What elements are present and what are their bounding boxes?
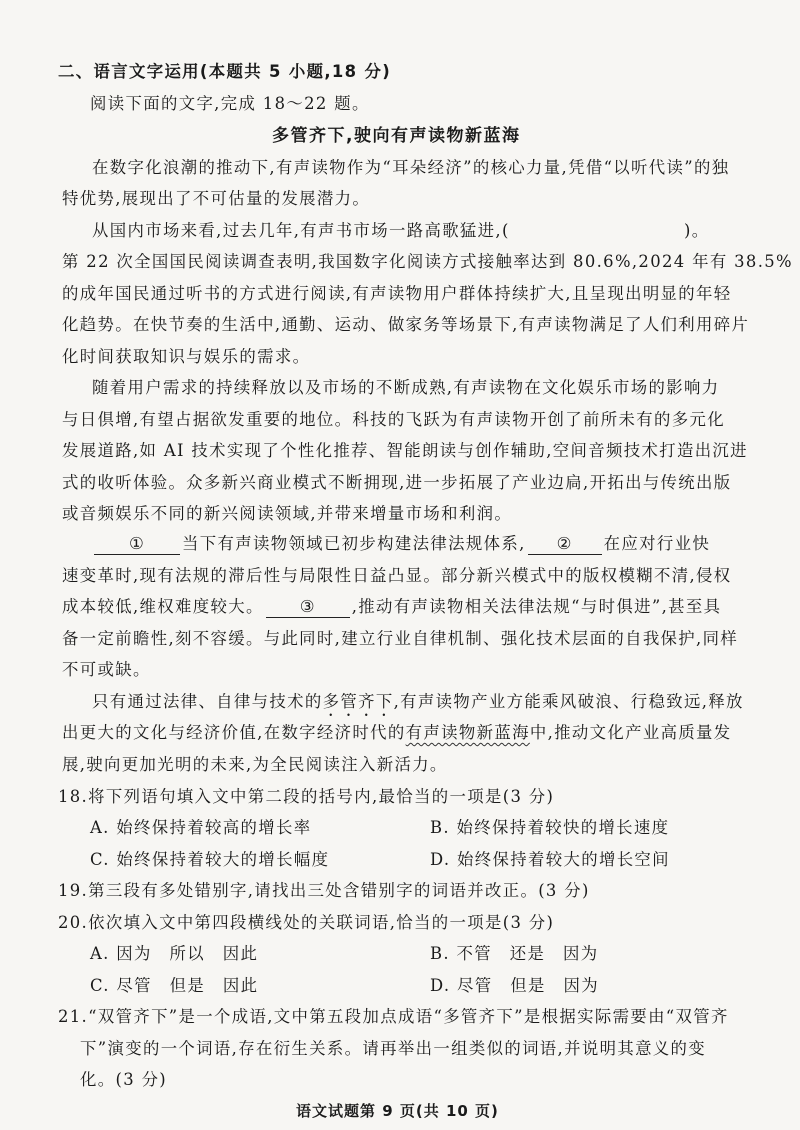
p3-line: 与日倶增,有望占据欲发重要的地位。科技的飞跃为有声读物开创了前所未有的多元化	[62, 410, 725, 429]
p3-line: 发展道路,如 AI 技术实现了个性化推荐、智能朗读与创作辅助,空间音频技术打造出沉进	[62, 441, 748, 460]
blank-2: ②	[528, 534, 602, 555]
blank-1: ①	[94, 534, 180, 555]
q18-option-c: C. 始终保持着较大的增长幅度	[90, 850, 330, 869]
q21-line: 下”演变的一个词语,存在衍生关系。请再举出一组类似的词语,并说明其意义的变	[80, 1039, 707, 1058]
p5-line	[92, 691, 744, 720]
q18-stem: 18.将下列语句填入文中第二段的括号内,最恰当的一项是(3 分)	[58, 787, 555, 806]
blank-3: ③	[266, 597, 350, 618]
p3-line: 式的收听体验。众多新兴商业模式不断拥现,进一步拓展了产业边扃,开拓出与传统出版	[62, 473, 732, 492]
p4-text: ,推动有声读物相关法律法规“与时俱进”,甚至具	[351, 597, 722, 616]
section-instruction: 阅读下面的文字,完成 18～22 题。	[90, 94, 370, 113]
section-heading: 二、语言文字运用(本题共 5 小题,18 分)	[58, 62, 392, 81]
article-title: 多管齐下,驶向有声读物新蓝海	[272, 126, 521, 146]
dotted-idiom: 多管齐下	[322, 692, 394, 711]
p4-line: 备一定前瞻性,刻不容缓。与此同时,建立行业自律机制、强化技术层面的自我保护,同样	[62, 629, 739, 648]
p1-line: 在数字化浪潮的推动下,有声读物作为“耳朵经济”的核心力量,凭借“以听代读”的独	[92, 158, 730, 177]
p4-text: 当下有声读物领域已初步构建法律法规体系,	[182, 534, 526, 553]
p4-line	[62, 596, 721, 618]
q18-option-d: D. 始终保持着较大的增长空间	[430, 850, 670, 869]
page-footer: 语文试题第 9 页(共 10 页)	[296, 1102, 499, 1120]
p2-bracket-close: )。	[684, 221, 710, 240]
p4-text: 在应对行业快	[603, 534, 711, 553]
p4-text: 成本较低,维权难度较大。	[62, 597, 264, 616]
p5-text: 出更大的文化与经济价值,在数字经济时代的	[62, 723, 406, 742]
q20-stem: 20.依次填入文中第四段横线处的关联词语,恰当的一项是(3 分)	[58, 913, 555, 932]
p2-line: 从国内市场来看,过去几年,有声书市场一路高歌猛进,(	[92, 221, 510, 240]
wavy-phrase: 有声读物新蓝海	[405, 723, 530, 742]
p4-line	[92, 533, 710, 555]
p5-line: 展,驶向更加光明的未来,为全民阅读注入新活力。	[62, 755, 448, 774]
p3-line: 随着用户需求的持续释放以及市场的不断成熟,有声读物在文化娱乐市场的影响力	[92, 378, 720, 397]
p1-line: 特优势,展现出了不可估量的发展潜力。	[62, 189, 371, 208]
q20-option-b: B. 不管 还是 因为	[430, 944, 599, 963]
p5-line	[62, 722, 732, 744]
q20-option-a: A. 因为 所以 因此	[90, 944, 259, 963]
p2-line: 的成年国民通过听书的方式进行阅读,有声读物用户群体持续扩大,且呈现出明显的年轻	[62, 284, 732, 303]
p4-line: 不可或缺。	[62, 660, 151, 679]
p5-text: 中,推动文化产业高质量发	[529, 723, 732, 742]
q18-option-a: A. 始终保持着较高的增长率	[90, 818, 312, 837]
p4-line: 速变革时,现有法规的滞后性与局限性日益凸显。部分新兴模式中的版权模糊不清,侵权	[62, 566, 732, 585]
p5-text: 只有通过法律、自律与技术的	[92, 692, 323, 711]
p2-line: 化趋势。在快节奏的生活中,通勤、运动、做家务等场景下,有声读物满足了人们利用碎片	[62, 315, 750, 334]
p2-line: 化时间获取知识与娱乐的需求。	[62, 347, 311, 366]
q21-line: 21.“双管齐下”是一个成语,文中第五段加点成语“多管齐下”是根据实际需要由“双管齐	[58, 1007, 729, 1026]
p3-line: 或音频娱乐不同的新兴阅读领域,并带来增量市场和利润。	[62, 504, 513, 523]
p2-line: 第 22 次全国国民阅读调查表明,我国数字化阅读方式接触率达到 80.6%,2024 年有 38.5%	[62, 252, 793, 271]
q20-option-d: D. 尽管 但是 因为	[430, 976, 599, 995]
q19-stem: 19.第三段有多处错别字,请找出三处含错别字的词语并改正。(3 分)	[58, 881, 590, 900]
q20-option-c: C. 尽管 但是 因此	[90, 976, 259, 995]
q21-line: 化。(3 分)	[80, 1070, 168, 1089]
p5-text: ,有声读物产业方能乘风破浪、行稳致远,释放	[393, 692, 744, 711]
q18-option-b: B. 始终保持着较快的增长速度	[430, 818, 670, 837]
